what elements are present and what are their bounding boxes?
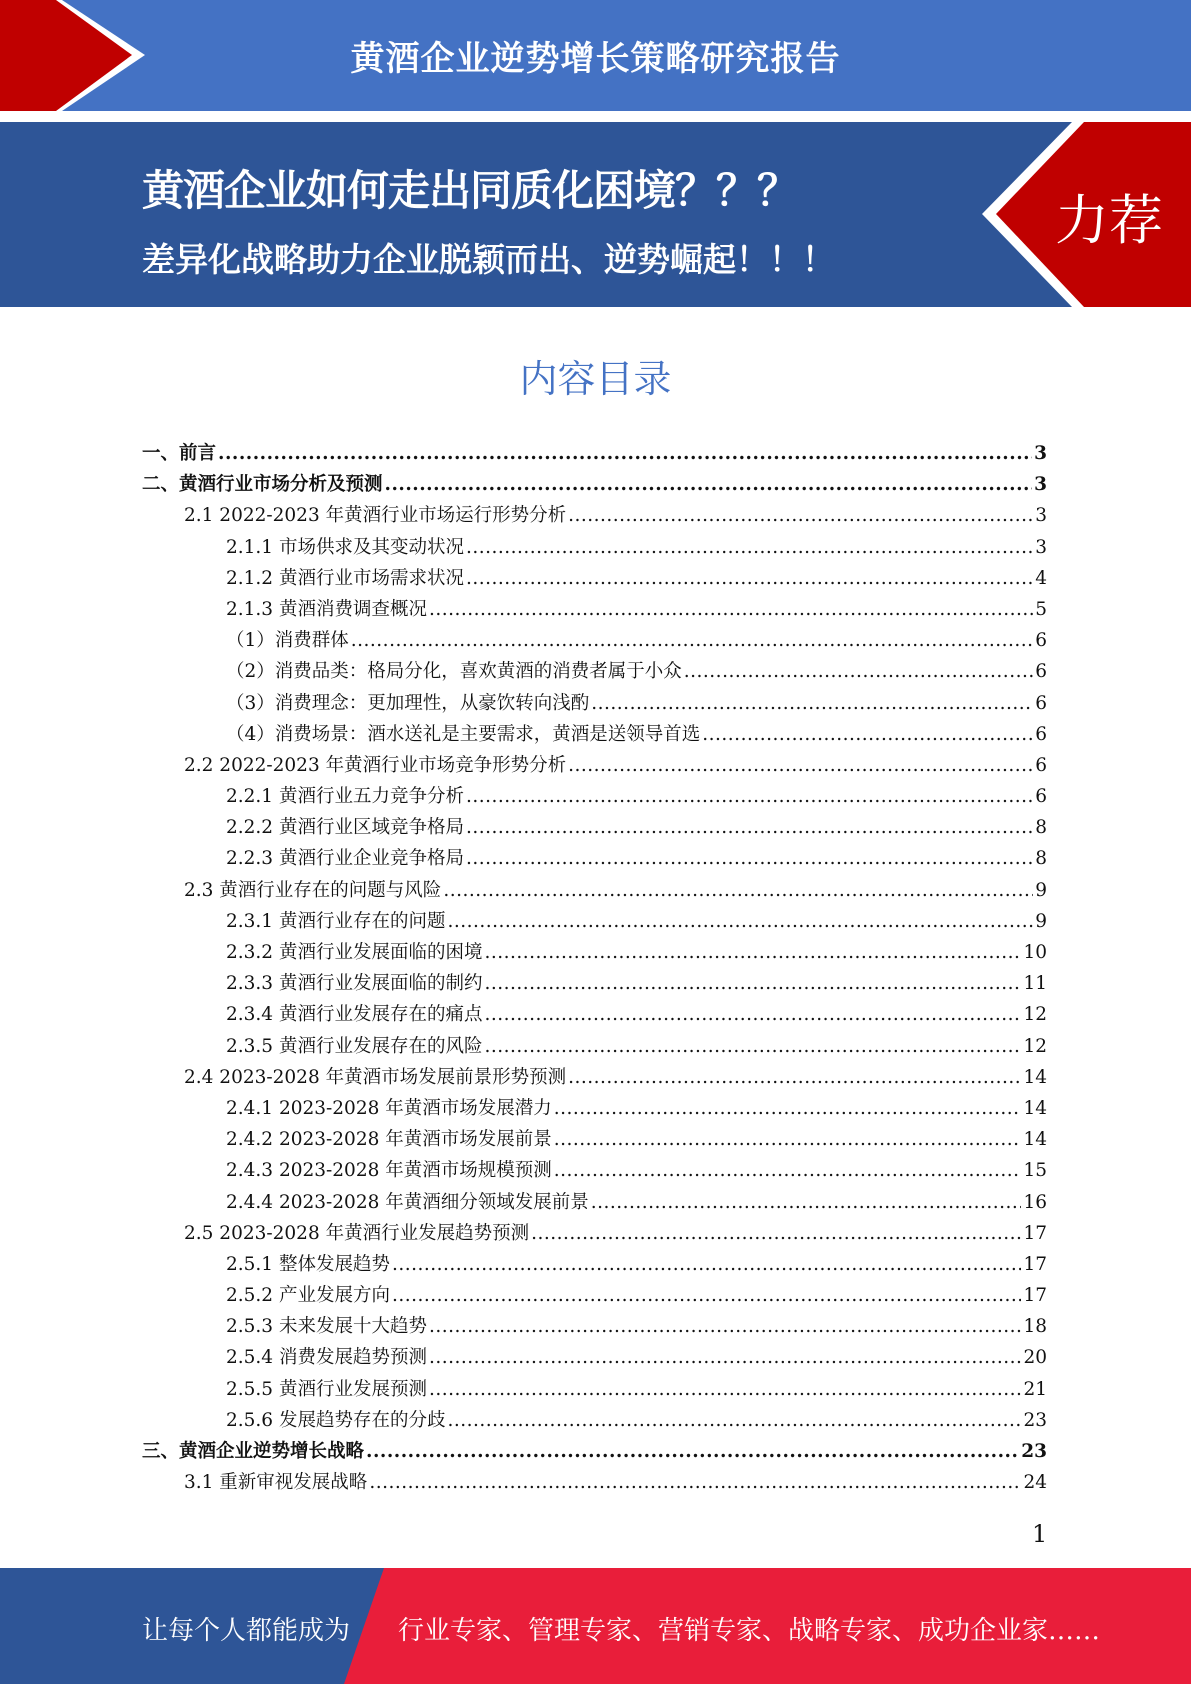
toc-entry-page: 4 <box>1035 567 1047 589</box>
toc-entry[interactable] <box>142 625 1047 656</box>
toc-entry-page: 18 <box>1023 1316 1047 1338</box>
toc-entry-page: 12 <box>1023 1035 1047 1057</box>
toc-entry[interactable] <box>142 968 1047 999</box>
toc-entry-title: 2.3.4 黄酒行业发展存在的痛点 <box>226 1004 483 1026</box>
toc-dot-leader <box>484 937 1021 968</box>
toc-entry[interactable] <box>142 1342 1047 1373</box>
toc-entry-page: 6 <box>1035 786 1047 808</box>
toc-entry-title: 二、黄酒行业市场分析及预测 <box>142 474 383 496</box>
footer-slogan-right: 行业专家、管理专家、营销专家、战略专家、成功企业家…… <box>398 1616 1101 1646</box>
toc-entry-title: 2.2 2022-2023 年黄酒行业市场竞争形势分析 <box>184 754 567 776</box>
toc-entry-title: 2.5.3 未来发展十大趋势 <box>226 1316 427 1338</box>
toc-dot-leader <box>429 594 1033 625</box>
toc-entry[interactable] <box>142 500 1047 531</box>
toc-dot-leader <box>466 563 1033 594</box>
toc-entry[interactable] <box>142 1093 1047 1124</box>
toc-entry[interactable] <box>142 812 1047 843</box>
toc-entry-title: 2.2.3 黄酒行业企业竞争格局 <box>226 848 464 870</box>
toc-entry-page: 6 <box>1035 692 1047 714</box>
toc-dot-leader <box>392 1249 1021 1280</box>
toc-entry-title: 2.1.2 黄酒行业市场需求状况 <box>226 567 464 589</box>
toc-entry[interactable] <box>142 1436 1047 1467</box>
toc-dot-leader <box>429 1342 1021 1373</box>
toc-entry-title: 2.4.2 2023-2028 年黄酒市场发展前景 <box>226 1129 552 1151</box>
toc-entry-title: （2）消费品类：格局分化，喜欢黄酒的消费者属于小众 <box>226 661 682 683</box>
toc-entry-page: 14 <box>1023 1097 1047 1119</box>
toc-title: 内容目录 <box>519 357 672 401</box>
toc-entry-page: 6 <box>1035 630 1047 652</box>
toc-dot-leader <box>554 1124 1022 1155</box>
toc-dot-leader <box>484 968 1021 999</box>
toc-entry-title: 2.2.1 黄酒行业五力竞争分析 <box>226 786 464 808</box>
toc-entry-page: 3 <box>1034 474 1047 496</box>
toc-entry-page: 14 <box>1023 1066 1047 1088</box>
page-number: 1 <box>1032 1520 1048 1548</box>
toc-entry-title: 2.1.3 黄酒消费调查概况 <box>226 598 427 620</box>
toc-dot-leader <box>385 469 1033 500</box>
toc-entry[interactable] <box>142 469 1047 500</box>
toc-entry[interactable] <box>142 1467 1047 1498</box>
toc-entry-page: 3 <box>1034 443 1047 464</box>
toc-entry-title: 2.3.5 黄酒行业发展存在的风险 <box>226 1035 483 1057</box>
toc-entry-title: 2.3.3 黄酒行业发展面临的制约 <box>226 973 483 995</box>
toc-dot-leader <box>484 1031 1021 1062</box>
toc-dot-leader <box>568 500 1033 531</box>
toc-dot-leader <box>218 438 1032 469</box>
toc-entry-page: 9 <box>1035 910 1047 932</box>
toc-dot-leader <box>447 906 1033 937</box>
toc-entry-page: 12 <box>1023 1004 1047 1026</box>
toc-dot-leader <box>568 750 1033 781</box>
toc-entry-title: 2.5.6 发展趋势存在的分歧 <box>226 1409 446 1431</box>
toc-entry[interactable] <box>142 1187 1047 1218</box>
toc-entry-title: 2.3.1 黄酒行业存在的问题 <box>226 910 446 932</box>
toc-entry[interactable] <box>142 1280 1047 1311</box>
toc-entry[interactable] <box>142 1249 1047 1280</box>
toc-entry[interactable] <box>142 1062 1047 1093</box>
toc-entry-title: 2.4.1 2023-2028 年黄酒市场发展潜力 <box>226 1097 552 1119</box>
toc-entry-page: 17 <box>1023 1285 1047 1307</box>
toc-entry[interactable] <box>142 594 1047 625</box>
toc-entry-page: 5 <box>1035 598 1047 620</box>
toc-dot-leader <box>369 1467 1021 1498</box>
toc-entry-page: 3 <box>1035 536 1047 558</box>
toc-entry[interactable] <box>142 1124 1047 1155</box>
toc-entry-page: 6 <box>1035 661 1047 683</box>
toc-entry-page: 16 <box>1023 1191 1047 1213</box>
toc-entry[interactable] <box>142 843 1047 874</box>
headline-question: 黄酒企业如何走出同质化困境？？？ <box>142 166 799 215</box>
toc-entry-title: 2.4 2023-2028 年黄酒市场发展前景形势预测 <box>184 1066 567 1088</box>
toc-dot-leader <box>568 1062 1021 1093</box>
toc-entry-page: 14 <box>1023 1129 1047 1151</box>
header-divider <box>0 111 1191 122</box>
toc-entry[interactable] <box>142 688 1047 719</box>
report-title: 黄酒企业逆势增长策略研究报告 <box>350 39 841 79</box>
toc-dot-leader <box>429 1374 1021 1405</box>
toc-entry[interactable] <box>142 656 1047 687</box>
table-of-contents <box>142 438 1047 1498</box>
toc-entry-title: 2.4.4 2023-2028 年黄酒细分领域发展前景 <box>226 1191 589 1213</box>
toc-entry-page: 23 <box>1023 1409 1047 1431</box>
toc-entry-page: 24 <box>1023 1472 1047 1494</box>
toc-entry-title: 三、黄酒企业逆势增长战略 <box>142 1441 365 1462</box>
toc-entry-title: （3）消费理念：更加理性，从豪饮转向浅酌 <box>226 692 590 714</box>
toc-entry[interactable] <box>142 1218 1047 1249</box>
toc-entry[interactable] <box>142 532 1047 563</box>
toc-dot-leader <box>554 1155 1022 1186</box>
toc-entry-page: 11 <box>1023 973 1047 995</box>
toc-dot-leader <box>466 532 1033 563</box>
toc-dot-leader <box>351 625 1033 656</box>
toc-entry[interactable] <box>142 750 1047 781</box>
toc-dot-leader <box>429 1311 1021 1342</box>
toc-entry[interactable] <box>142 937 1047 968</box>
toc-entry[interactable] <box>142 1374 1047 1405</box>
toc-entry[interactable] <box>142 1031 1047 1062</box>
headline-answer: 差异化战略助力企业脱颖而出、逆势崛起！！！ <box>142 240 835 279</box>
toc-entry-title: 2.5.5 黄酒行业发展预测 <box>226 1378 427 1400</box>
toc-dot-leader <box>484 999 1021 1030</box>
toc-entry-title: 2.3 黄酒行业存在的问题与风险 <box>184 879 442 901</box>
toc-entry-page: 8 <box>1035 848 1047 870</box>
toc-entry[interactable] <box>142 781 1047 812</box>
toc-entry-page: 10 <box>1023 942 1047 963</box>
toc-dot-leader <box>466 843 1033 874</box>
toc-entry[interactable] <box>142 999 1047 1030</box>
toc-entry[interactable] <box>142 438 1047 469</box>
toc-entry[interactable] <box>142 1155 1047 1186</box>
toc-entry[interactable] <box>142 719 1047 750</box>
toc-entry[interactable] <box>142 906 1047 937</box>
toc-dot-leader <box>392 1280 1021 1311</box>
toc-entry[interactable] <box>142 563 1047 594</box>
toc-entry-page: 6 <box>1035 723 1047 745</box>
toc-entry-page: 17 <box>1023 1222 1047 1244</box>
toc-entry-title: （1）消费群体 <box>226 630 349 652</box>
toc-entry[interactable] <box>142 875 1047 906</box>
toc-dot-leader <box>366 1436 1019 1467</box>
toc-entry-title: （4）消费场景：酒水送礼是主要需求，黄酒是送领导首选 <box>226 723 701 745</box>
toc-entry-title: 2.4.3 2023-2028 年黄酒市场规模预测 <box>226 1160 552 1182</box>
toc-entry-page: 9 <box>1035 879 1047 901</box>
toc-dot-leader <box>591 1187 1022 1218</box>
toc-dot-leader <box>591 688 1033 719</box>
toc-dot-leader <box>702 719 1033 750</box>
toc-entry-page: 17 <box>1023 1253 1047 1275</box>
toc-entry-title: 2.5.4 消费发展趋势预测 <box>226 1347 427 1369</box>
toc-entry-title: 2.1.1 市场供求及其变动状况 <box>226 536 464 558</box>
toc-dot-leader <box>554 1093 1022 1124</box>
footer-slogan-left: 让每个人都能成为 <box>142 1616 351 1646</box>
toc-entry-page: 3 <box>1035 505 1047 527</box>
toc-entry-title: 2.1 2022-2023 年黄酒行业市场运行形势分析 <box>184 505 567 527</box>
toc-dot-leader <box>684 656 1033 687</box>
toc-dot-leader <box>531 1218 1021 1249</box>
toc-entry-title: 一、前言 <box>142 443 217 464</box>
toc-entry-page: 15 <box>1023 1160 1047 1182</box>
toc-entry-title: 2.5.1 整体发展趋势 <box>226 1253 390 1275</box>
toc-entry-title: 3.1 重新审视发展战略 <box>184 1472 368 1494</box>
toc-entry[interactable] <box>142 1311 1047 1342</box>
toc-entry-page: 20 <box>1023 1347 1047 1369</box>
toc-entry-title: 2.5 2023-2028 年黄酒行业发展趋势预测 <box>184 1222 530 1244</box>
toc-entry[interactable] <box>142 1405 1047 1436</box>
toc-entry-page: 21 <box>1023 1378 1047 1400</box>
toc-entry-page: 8 <box>1035 817 1047 839</box>
toc-entry-title: 2.3.2 黄酒行业发展面临的困境 <box>226 942 483 963</box>
toc-dot-leader <box>447 1405 1021 1436</box>
toc-dot-leader <box>443 875 1033 906</box>
toc-entry-page: 6 <box>1035 754 1047 776</box>
toc-entry-page: 23 <box>1021 1441 1047 1462</box>
toc-entry-title: 2.2.2 黄酒行业区域竞争格局 <box>226 817 464 839</box>
toc-dot-leader <box>466 812 1033 843</box>
toc-entry-title: 2.5.2 产业发展方向 <box>226 1285 390 1307</box>
toc-dot-leader <box>466 781 1033 812</box>
recommend-badge: 力荐 <box>1055 189 1163 252</box>
